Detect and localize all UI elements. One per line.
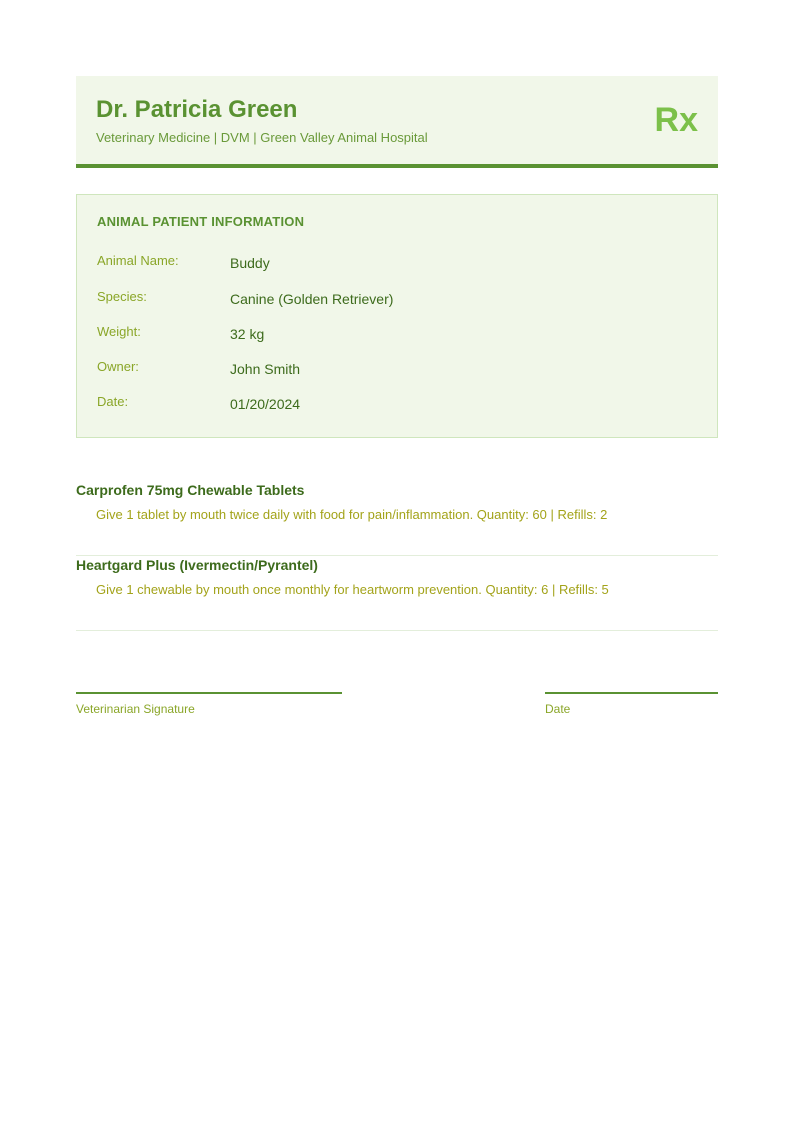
info-value: 01/20/2024: [230, 396, 301, 412]
info-value: John Smith: [230, 361, 301, 377]
info-label: Owner:: [97, 359, 139, 374]
info-label: Species:: [97, 289, 147, 304]
signature-label: Veterinarian Signature: [76, 702, 195, 716]
prescription-page: [76, 76, 718, 716]
date-label: Date: [545, 702, 571, 716]
signature-line: [76, 692, 342, 694]
doctor-credentials: Veterinary Medicine | DVM | Green Valley Animal Hospital: [96, 130, 428, 145]
info-row-owner: [97, 359, 697, 379]
date-line: [545, 692, 718, 694]
medication-item: [76, 481, 718, 556]
rx-symbol: Rx: [654, 101, 698, 139]
medication-name: Carprofen 75mg Chewable Tablets: [76, 482, 305, 498]
info-row-date: [97, 394, 697, 414]
info-row-species: [97, 289, 697, 309]
patient-section-title: ANIMAL PATIENT INFORMATION: [97, 214, 305, 229]
info-value: 32 kg: [230, 326, 265, 342]
patient-information-panel: [76, 194, 718, 438]
info-label: Date:: [97, 394, 129, 409]
info-row-weight: [97, 324, 697, 344]
info-label: Animal Name:: [97, 253, 179, 268]
prescription-header: [76, 76, 718, 168]
medication-instructions: Give 1 tablet by mouth twice daily with food for pain/inflammation. Quantity: 60 | Refills: 2: [96, 507, 608, 522]
info-value: Buddy: [230, 255, 270, 271]
info-value: Canine (Golden Retriever): [230, 291, 394, 307]
doctor-name: Dr. Patricia Green: [96, 96, 298, 123]
medication-item: [76, 556, 718, 631]
info-label: Weight:: [97, 324, 141, 339]
info-row-animal-name: [97, 253, 697, 273]
medication-instructions: Give 1 chewable by mouth once monthly for heartworm prevention. Quantity: 6 | Refills: 5: [96, 582, 609, 597]
medication-name: Heartgard Plus (Ivermectin/Pyrantel): [76, 557, 318, 573]
